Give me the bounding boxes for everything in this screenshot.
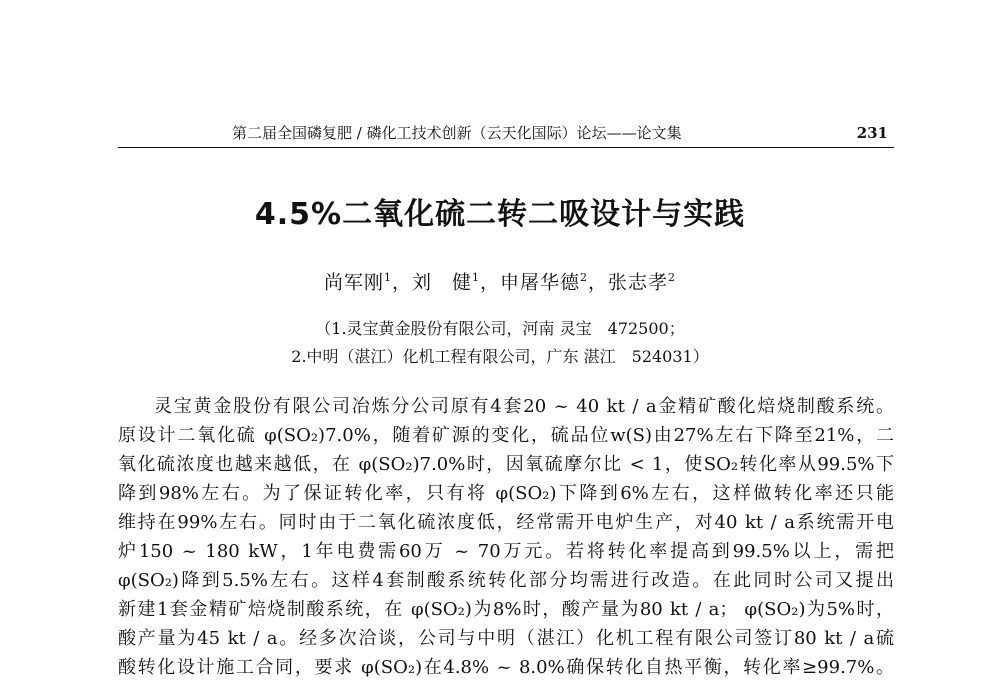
body-line: φ(SO₂)降到5.5%左右。这样4套制酸系统转化部分均需进行改造。在此同时公司又提出 [118, 570, 894, 591]
running-title: 第二届全国磷复肥 / 磷化工技术创新（云天化国际）论坛——论文集 [232, 124, 682, 142]
author-separator: ， [479, 271, 500, 294]
body-line: 酸转化设计施工合同，要求 φ(SO₂)在4.8% ~ 8.0%确保转化自热平衡，转化率≥99.7%。 [118, 657, 894, 678]
body-line: 维持在99%左右。同时由于二氧化硫浓度低，经常需开电炉生产，对40 kt / a系统需开电 [118, 512, 894, 533]
header-rule [118, 147, 894, 148]
author-name: 申屠华德 [500, 271, 581, 294]
running-header [118, 122, 888, 144]
body-line: 炉150 ~ 180 kW，1年电费需60万 ~ 70万元。若将转化率提高到99.5%以上，需把 [118, 541, 894, 562]
affiliation-line: （1.灵宝黄金股份有限公司，河南 灵宝 472500； [315, 319, 685, 338]
author-separator: ， [588, 271, 609, 294]
body-paragraph [118, 392, 894, 682]
body-line: 灵宝黄金股份有限公司冶炼分公司原有4套20 ~ 40 kt / a金精矿酸化焙烧制酸系统。 [154, 396, 894, 417]
body-line: 降到98%左右。为了保证转化率，只有将 φ(SO₂)下降到6%左右，这样做转化率还只能 [118, 483, 894, 504]
author-affiliation-mark: 2 [668, 271, 677, 284]
author-name: 刘 健 [411, 271, 472, 294]
author-affiliation-mark: 1 [471, 271, 480, 284]
author-name: 张志孝 [608, 271, 669, 294]
author-affiliation-mark: 2 [580, 271, 589, 284]
author-list [0, 266, 1000, 294]
author-name: 尚军刚 [323, 271, 384, 294]
body-line: 酸产量为45 kt / a。经多次洽谈，公司与中明（湛江）化机工程有限公司签订80 kt / a硫 [118, 628, 894, 649]
page-number: 231 [856, 124, 888, 142]
body-line: 新建1套金精矿焙烧制酸系统，在 φ(SO₂)为8%时，酸产量为80 kt / a； φ(SO₂)为5%时， [118, 599, 894, 620]
body-line: 原设计二氧化硫 φ(SO₂)7.0%，随着矿源的变化，硫品位w(S)由27%左右下降至21%，二 [118, 425, 894, 446]
paper-title: 4.5%二氧化硫二转二吸设计与实践 [254, 197, 746, 232]
author-affiliation-mark: 1 [383, 271, 392, 284]
author-separator: ， [391, 271, 412, 294]
affiliation-line: 2.中明（湛江）化机工程有限公司，广东 湛江 524031） [291, 347, 709, 366]
body-line: 氧化硫浓度也越来越低，在 φ(SO₂)7.0%时，因氧硫摩尔比 < 1，使SO₂转化率从99.5%下 [118, 454, 894, 475]
